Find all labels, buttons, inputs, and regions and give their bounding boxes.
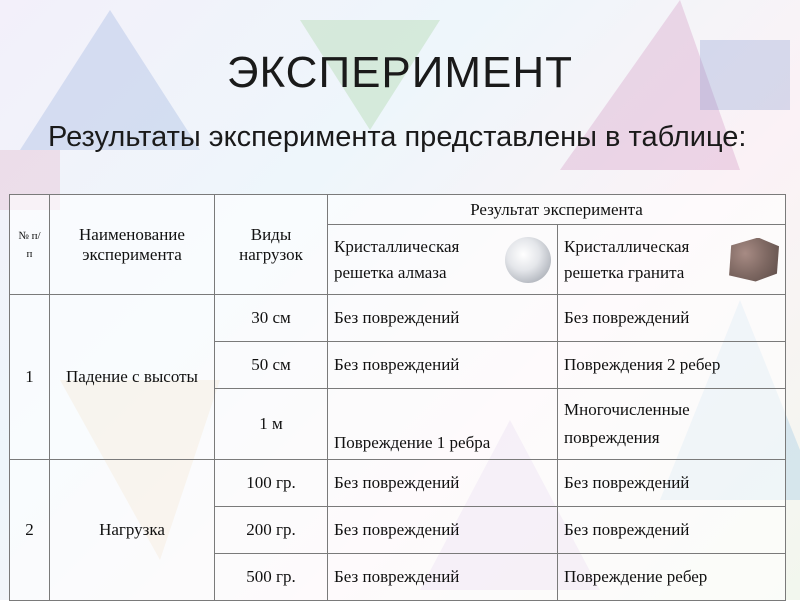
group-number: 1 [10, 295, 50, 460]
header-granite-label: Кристаллическая решетка гранита [564, 236, 690, 282]
header-experiment-name: Наименование эксперимента [50, 195, 215, 295]
slide-subtitle: Результаты эксперимента представлены в таблице: [48, 121, 747, 153]
load-value: 50 см [215, 342, 328, 389]
header-granite-column [558, 225, 786, 295]
diamond-result: Повреждение 1 ребра [328, 389, 558, 460]
granite-result: Повреждение ребер [558, 554, 786, 601]
diamond-result: Без повреждений [328, 554, 558, 601]
header-diamond-column [328, 225, 558, 295]
experiment-name: Падение с высоты [50, 295, 215, 460]
header-load-type: Виды нагрузок [215, 195, 328, 295]
diamond-result: Без повреждений [328, 295, 558, 342]
granite-result: Без повреждений [558, 507, 786, 554]
header-result: Результат эксперимента [328, 195, 786, 225]
granite-result: Без повреждений [558, 460, 786, 507]
load-value: 500 гр. [215, 554, 328, 601]
granite-result: Без повреждений [558, 295, 786, 342]
load-value: 100 гр. [215, 460, 328, 507]
load-value: 1 м [215, 389, 328, 460]
load-value: 30 см [215, 295, 328, 342]
header-diamond-label: Кристаллическая решетка алмаза [334, 236, 460, 282]
granite-image [727, 238, 779, 282]
diamond-image [505, 237, 551, 283]
header-number: № п/п [10, 195, 50, 295]
diamond-result: Без повреждений [328, 507, 558, 554]
load-value: 200 гр. [215, 507, 328, 554]
experiment-name: Нагрузка [50, 460, 215, 601]
diamond-result: Без повреждений [328, 460, 558, 507]
results-table [9, 194, 786, 601]
slide-title: ЭКСПЕРИМЕНТ [226, 48, 574, 97]
granite-result: Многочисленные повреждения [558, 389, 786, 460]
granite-result: Повреждения 2 ребер [558, 342, 786, 389]
group-number: 2 [10, 460, 50, 601]
table-row [10, 460, 786, 507]
diamond-result: Без повреждений [328, 342, 558, 389]
table-row [10, 295, 786, 342]
